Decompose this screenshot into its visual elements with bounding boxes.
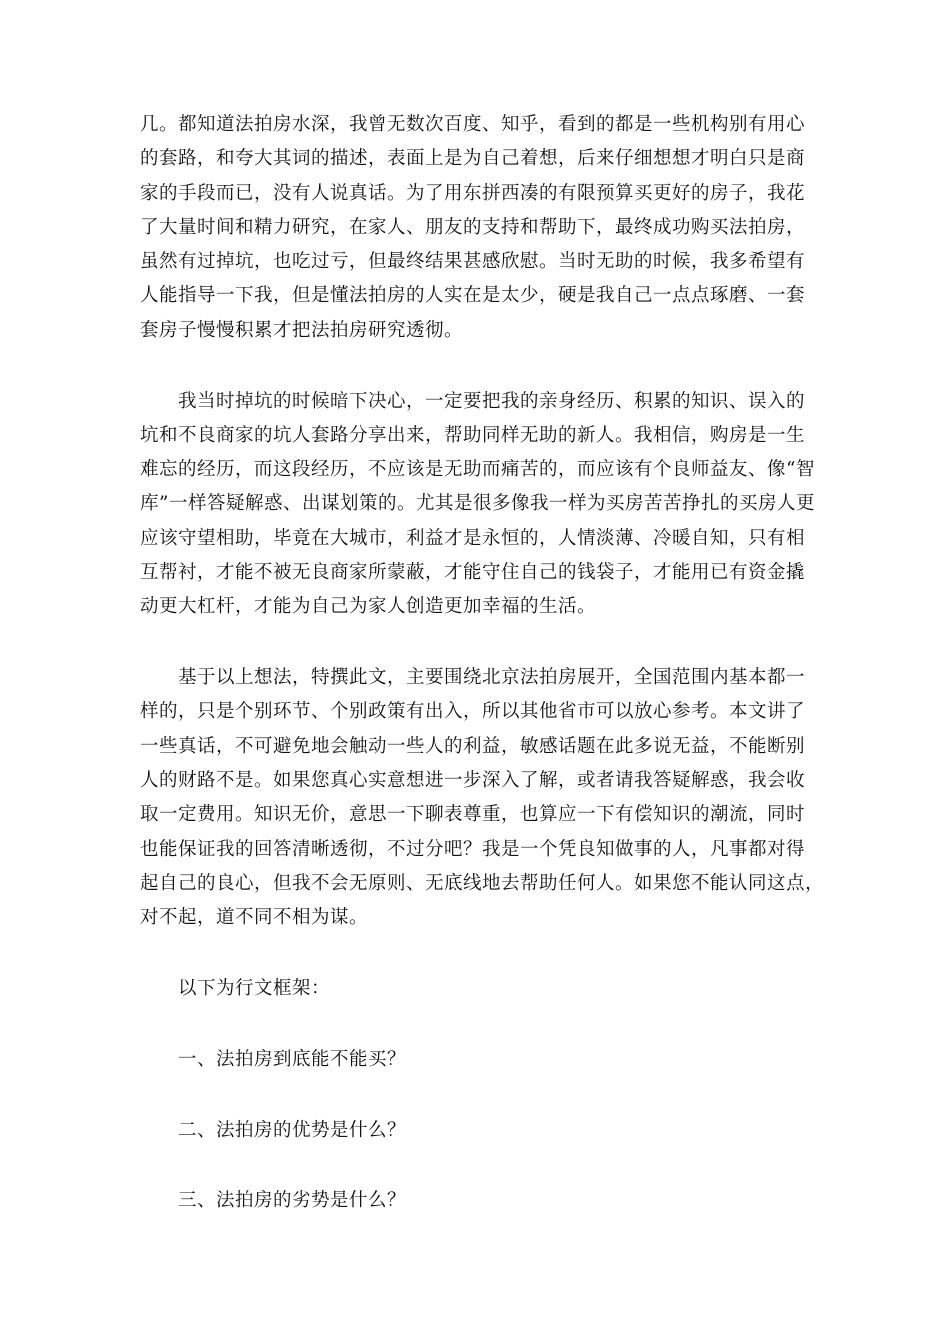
- text-line: 库”一样答疑解惑、出谋划策的。尤其是很多像我一样为买房苦苦挣扎的买房人更: [140, 493, 815, 515]
- text-line: 人的财路不是。如果您真心实意想进一步深入了解，或者请我答疑解惑，我会收: [140, 770, 806, 792]
- paragraph-spacer: [140, 625, 840, 662]
- document-body: [140, 108, 840, 1219]
- text-line: 难忘的经历，而这段经历，不应该是无助而痛苦的，而应该有个良师益友、像“智: [140, 459, 815, 481]
- paragraph-spacer: [140, 936, 840, 973]
- paragraph-spacer: [140, 1148, 840, 1185]
- outline-intro: 以下为行文框架：: [140, 978, 331, 1000]
- paragraph-2: [140, 385, 840, 625]
- outline-item: 一、法拍房到底能不能买？: [140, 1048, 407, 1070]
- outline-item: 二、法拍房的优势是什么？: [140, 1119, 407, 1141]
- text-line: 套房子慢慢积累才把法拍房研究透彻。: [140, 319, 464, 341]
- text-line: 也能保证我的回答清晰透彻，不过分吧？我是一个凭良知做事的人，凡事都对得: [140, 838, 806, 860]
- outline-section: [140, 972, 840, 1219]
- text-line: 虽然有过掉坑，也吃过亏，但最终结果甚感欣慰。当时无助的时候，我多希望有: [140, 251, 806, 273]
- text-line: 的套路，和夸大其词的描述，表面上是为自己着想，后来仔细想想才明白只是商: [140, 148, 806, 170]
- paragraph-1: [140, 108, 840, 348]
- text-line: 对不起，道不同不相为谋。: [140, 907, 369, 929]
- paragraph-spacer: [140, 348, 840, 385]
- text-line: 样的，只是个别环节、个别政策有出入，所以其他省市可以放心参考。本文讲了: [140, 701, 806, 723]
- text-line: 人能指导一下我，但是懂法拍房的人实在是太少，硬是我自己一点点琢磨、一套: [140, 285, 806, 307]
- text-line: 起自己的良心，但我不会无原则、无底线地去帮助任何人。如果您不能认同这点，: [140, 872, 825, 894]
- text-line: 几。都知道法拍房水深，我曾无数次百度、知乎，看到的都是一些机构别有用心: [140, 114, 806, 135]
- text-line: 坑和不良商家的坑人套路分享出来，帮助同样无助的新人。我相信，购房是一生: [140, 424, 806, 446]
- text-line: 我当时掉坑的时候暗下决心，一定要把我的亲身经历、积累的知识、误入的: [140, 390, 806, 412]
- text-line: 了大量时间和精力研究，在家人、朋友的支持和帮助下，最终成功购买法拍房，: [140, 216, 806, 238]
- text-line: 一些真话，不可避免地会触动一些人的利益，敏感话题在此多说无益，不能断别: [140, 735, 806, 757]
- text-line: 互帮衬，才能不被无良商家所蒙蔽，才能守住自己的钱袋子，才能用已有资金撬: [140, 562, 806, 584]
- paragraph-spacer: [140, 1077, 840, 1114]
- text-line: 取一定费用。知识无价，意思一下聊表尊重，也算应一下有偿知识的潮流，同时: [140, 804, 806, 826]
- text-line: 应该守望相助，毕竟在大城市，利益才是永恒的，人情淡薄、冷暖自知，只有相: [140, 527, 806, 549]
- text-line: 动更大杠杆，才能为自己为家人创造更加幸福的生活。: [140, 596, 597, 618]
- paragraph-3: [140, 661, 840, 935]
- outline-item: 三、法拍房的劣势是什么？: [140, 1190, 407, 1212]
- text-line: 家的手段而已，没有人说真话。为了用东拼西凑的有限预算买更好的房子，我花: [140, 182, 806, 204]
- paragraph-spacer: [140, 1006, 840, 1043]
- text-line: 基于以上想法，特撰此文，主要围绕北京法拍房展开，全国范围内基本都一: [140, 667, 806, 689]
